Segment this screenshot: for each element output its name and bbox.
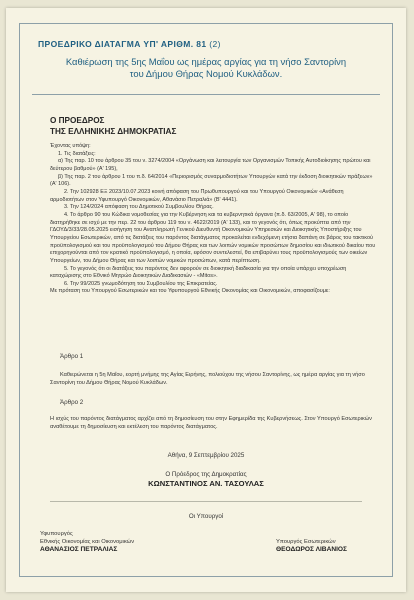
president-name: ΚΩΝΣΤΑΝΤΙΝΟΣ ΑΝ. ΤΑΣΟΥΛΑΣ	[148, 479, 264, 488]
preamble-item-2: 2. Την 102928 ΕΞ 2023/10.07.2023 κοινή απόφαση του Πρωθυπουργού και του Υπουργού Οικονομικών «Ανάθεση αρμοδιοτήτων στον Υφυπουργό Οικονομικών, Αθανάσιο Πετραλιά» (Β' 4441).	[50, 188, 344, 203]
article-2-text: Η ισχύς του παρόντος διατάγματος αρχίζει από τη δημοσίευση του στην Εφημερίδα της Κυβερνήσεως. Στον Υπουργό Εσωτερικών αναθέτουμε τη δημοσίευση και εκτέλεση του παρόντος διατάγματος.	[50, 416, 372, 430]
preamble-proposal: Με πρόταση του Υπουργού Εσωτερικών και του Υφυπουργού Εθνικής Οικονομίας και Οικονομικών, αποφασίζουμε:	[50, 288, 330, 295]
preamble-item-4: 4. Το άρθρο 90 του Κώδικα νομοθεσίας για την Κυβέρνηση και τα κυβερνητικά όργανα (π.δ. 63/2005, Α' 98), το οποίο διατηρήθηκε σε ισχύ με την περ. 22 του άρθρου 119 του ν. 4622/2019 (Α' 133), και το γεγονός ότι, όπως προκύπτει από την ΓΔΟΥΔ/3/33/28.05.2025 εισήγηση του Αναπληρωτή Γενικού Διευθυντή Οικονομικών Υπηρεσιών και Διοικητικής Υποστήριξης του Υπουργείου Εσωτερικών, από τις διατάξεις του παρόντος διατάγματος προκαλείται ενδεχόμενη ετήσια δαπάνη σε βάρος του τακτικού προϋπολογισμού και του προϋπολογισμού του Δήμου Θήρας και των λοιπών νομικών προσώπων δημοσίου και ιδιωτικού δικαίου που επιχορηγούνται από τον κρατικό προϋπολογισμό, η οποία, εφόσον συντελεστεί, θα επιβαρύνει τους προϋπολογισμούς των οικείων Υπουργείων, του Δήμου Θήρας και των λοιπών νομικών προσώπων, κατά περίπτωση.	[50, 211, 376, 264]
preamble-item-1: 1. Τις διατάξεις:	[58, 150, 96, 157]
decree-title	[36, 56, 376, 79]
minister-left-name: ΑΘΑΝΑΣΙΟΣ ΠΕΤΡΑΛΙΑΣ	[40, 546, 118, 553]
preamble	[50, 143, 376, 296]
minister-right-name: ΘΕΟΔΩΡΟΣ ΛΙΒΑΝΙΟΣ	[276, 546, 348, 553]
preamble-item-1a: α) Της παρ. 10 του άρθρου 35 του ν. 3274/2004 «Οργάνωση και λειτουργία των Οργανισμών Τοπικής Αυτοδιοίκησης πρώτου και δεύτερου βαθμού» (Α' 195),	[50, 158, 371, 172]
president-title: Ο Πρόεδρος της Δημοκρατίας	[165, 471, 247, 478]
preamble-item-5: 5. Το γεγονός ότι οι διατάξεις του παρόντος δεν αφορούν σε διοικητική διαδικασία για την οποία υπάρχει υποχρέωση καταχώρισης στο Εθνικό Μητρώο Διοικητικών Διαδικασιών - «Mitos».	[50, 265, 347, 280]
article-1-text: Καθιερώνεται η 5η Μαΐου, εορτή μνήμης της Αγίας Ειρήνης, πολιούχου της νήσου Σαντορίνης, ως ημέρα αργίας για τη νήσο Σαντορίνη του Δήμου Θήρας Νομού Κυκλάδων.	[50, 372, 365, 386]
preamble-item-1b: β) Της παρ. 2 του άρθρου 1 του π.δ. 64/2014 «Περιορισμός συναρμοδιοτήτων Υπουργών κατά την έκδοση διοικητικών πράξεων» (Α' 106).	[50, 173, 373, 188]
decree-note: (2)	[209, 39, 221, 49]
authority-line-2: ΤΗΣ ΕΛΛΗΝΙΚΗΣ ΔΗΜΟΚΡΑΤΙΑΣ	[50, 126, 177, 136]
page-border	[19, 23, 393, 577]
ministers-label: Οι Υπουργοί	[188, 513, 224, 520]
preamble-intro: Έχοντας υπόψη:	[50, 143, 91, 149]
minister-left-role-1: Υφυπουργός	[40, 531, 73, 537]
title-divider	[32, 94, 380, 95]
decree-number: ΠΡΟΕΔΡΙΚΟ ΔΙΑΤΑΓΜΑ ΥΠ' ΑΡΙΘΜ. 81	[38, 39, 207, 49]
minister-right	[276, 538, 347, 554]
minister-right-role: Υπουργός Εσωτερικών	[276, 539, 336, 545]
article-1-heading: Άρθρο 1	[60, 353, 84, 360]
issuing-authority	[50, 116, 176, 137]
signature-divider	[50, 501, 362, 502]
preamble-item-3: 3. Την 124/2024 απόφαση του Δημοτικού Συμβουλίου Θήρας.	[64, 204, 214, 211]
preamble-item-6: 6. Την 99/2025 γνωμοδότηση του Συμβουλίου της Επικρατείας.	[64, 280, 218, 287]
article-2-heading: Άρθρο 2	[60, 399, 84, 406]
minister-left-role-2: Εθνικής Οικονομίας και Οικονομικών	[40, 539, 135, 545]
authority-line-1: Ο ΠΡΟΕΔΡΟΣ	[50, 116, 105, 125]
decree-header	[38, 39, 221, 49]
place-date: Αθήνα, 9 Σεπτεμβρίου 2025	[167, 452, 245, 459]
title-line-2: του Δήμου Θήρας Νομού Κυκλάδων.	[129, 67, 283, 79]
minister-left	[40, 530, 134, 554]
title-line-1: Καθιέρωση της 5ης Μαΐου ως ημέρας αργίας για τη νήσο Σαντορίνη	[65, 56, 347, 67]
document-page	[6, 8, 406, 592]
